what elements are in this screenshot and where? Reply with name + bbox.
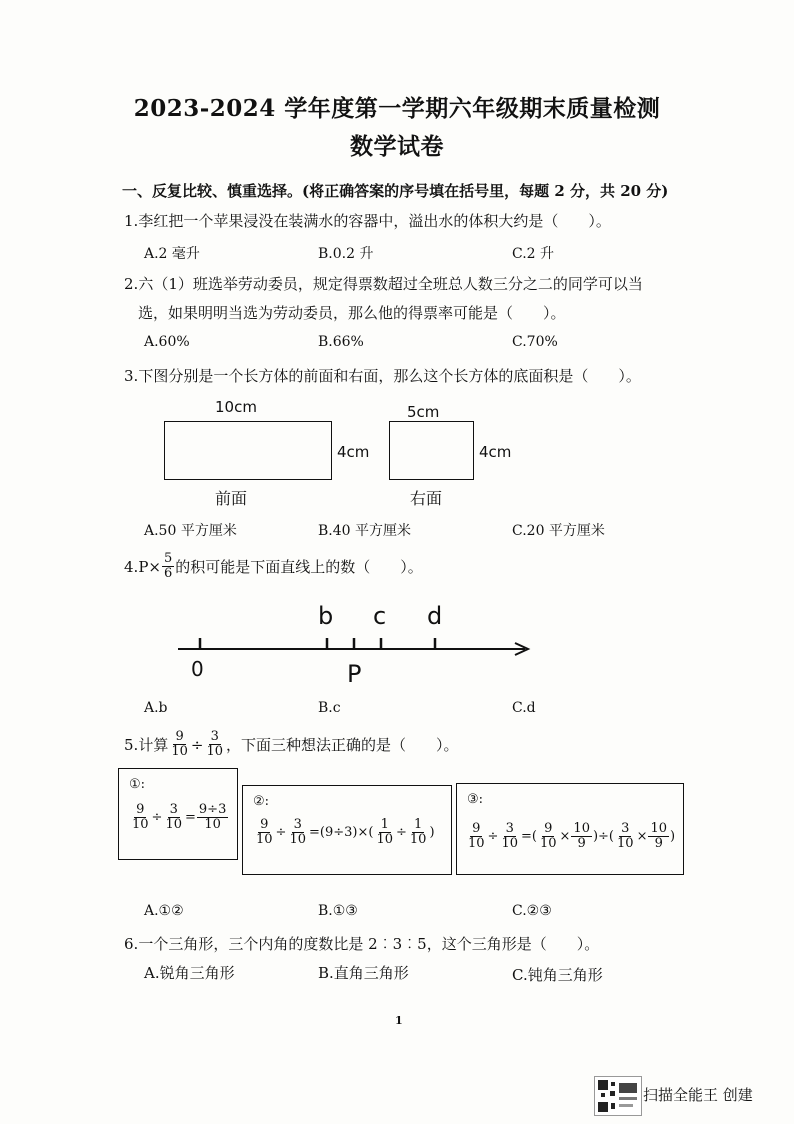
option-b: B.66% [318, 334, 364, 350]
option-a: A.b [144, 700, 168, 716]
division-sign: ÷ [190, 735, 204, 754]
question-text: 李红把一个苹果浸没在装满水的容器中，溢出水的体积大约是（ ）。 [138, 212, 611, 230]
fraction-three-tenths: $\frac{3}{10}$ [206, 729, 223, 760]
question-prefix: 计算 [138, 736, 169, 755]
method-box-2 [242, 785, 452, 875]
option-c: C.20 平方厘米 [512, 523, 605, 539]
question-number: 4. [124, 557, 139, 576]
option-c: C.d [512, 700, 536, 716]
question-5 [124, 730, 459, 760]
front-face-rectangle [164, 421, 332, 480]
option-c: C.②③ [512, 903, 552, 919]
option-c: C.70% [512, 334, 558, 350]
c-label: c [373, 602, 387, 630]
option-b: B.直角三角形 [318, 964, 409, 982]
question-text: ，下面三种想法正确的是（ ）。 [226, 736, 459, 755]
method-2-label: ②: [253, 794, 270, 809]
option-b: B.c [318, 700, 341, 716]
section-heading: 一、反复比较、慎重选择。(将正确答案的序号填在括号里，每题 2 分，共 20 分) [122, 182, 669, 200]
zero-label: 0 [191, 657, 204, 681]
question-3 [124, 365, 641, 386]
question-number: 5. [124, 735, 139, 754]
front-width-label: 10cm [215, 398, 257, 416]
option-c: C.2 升 [512, 246, 555, 262]
camscanner-logo-icon [594, 1076, 642, 1116]
method-box-3 [456, 783, 684, 875]
fraction-five-sixths: $\frac{5}{6}$ [163, 551, 173, 582]
method-2-expression: $\frac{9}{10}$ ÷ $\frac{3}{10}$ =(9÷3)×( $\frac{1}{10}$ ÷ $\frac{1}{10}$ ) [256, 817, 435, 848]
option-a: A.①② [144, 903, 184, 919]
fraction-nine-tenths: $\frac{9}{10}$ [171, 729, 188, 760]
b-label: b [318, 602, 334, 630]
question-number: 3. [124, 367, 139, 385]
p-label: P [347, 660, 362, 688]
question-1 [124, 210, 611, 231]
question-number: 1. [124, 212, 139, 230]
option-a: A.2 毫升 [144, 246, 200, 262]
exam-title: 2023-2024 学年度第一学期六年级期末质量检测 [133, 95, 661, 122]
question-2-line-2: 选，如果明明当选为劳动委员，那么他的得票率可能是（ ）。 [138, 304, 566, 322]
question-text: 的积可能是下面直线上的数（ ）。 [175, 558, 423, 577]
question-6 [124, 933, 599, 954]
method-box-1 [118, 768, 238, 860]
question-text: 下图分别是一个长方体的前面和右面，那么这个长方体的底面积是（ ）。 [138, 367, 641, 385]
d-label: d [427, 602, 443, 630]
method-3-expression: $\frac{9}{10}$ ÷ $\frac{3}{10}$ =( $\frac{9}{10}$ × $\frac{10}{9}$ )÷( $\frac{3}{10}$ × $\frac{10}{9}$ ) [468, 821, 676, 852]
right-face-label: 右面 [410, 489, 443, 508]
question-number: 2. [124, 275, 139, 293]
question-text: 六（1）班选举劳动委员，规定得票数超过全班总人数三分之二的同学可以当 [138, 275, 643, 293]
qr-code-icon [595, 1077, 641, 1115]
page-number: 1 [395, 1014, 403, 1027]
question-text: 一个三角形，三个内角的度数比是 2︰3︰5，这个三角形是（ ）。 [138, 935, 600, 953]
question-number: 6. [124, 935, 139, 953]
watermark-text: 扫描全能王 创建 [643, 1086, 753, 1104]
exam-subtitle: 数学试卷 [350, 133, 444, 160]
option-b: B.0.2 升 [318, 246, 374, 262]
front-face-label: 前面 [215, 489, 248, 508]
question-2 [124, 273, 643, 294]
method-3-label: ③: [467, 792, 484, 807]
method-1-label: ①: [129, 777, 146, 792]
option-b: B.40 平方厘米 [318, 523, 412, 539]
question-prefix: P× [138, 557, 161, 576]
option-c: C.钝角三角形 [512, 966, 603, 984]
question-4 [124, 552, 423, 582]
option-a: A.50 平方厘米 [144, 523, 237, 539]
front-height-label: 4cm [337, 443, 370, 461]
right-width-label: 5cm [407, 403, 440, 421]
option-b: B.①③ [318, 903, 358, 919]
option-a: A.60% [144, 334, 190, 350]
option-a: A.锐角三角形 [144, 964, 235, 982]
right-face-rectangle [389, 421, 474, 480]
method-1-expression: $\frac{9}{10}$ ÷ $\frac{3}{10}$ = $\frac{9\div 3}{10}$ [132, 802, 227, 833]
right-height-label: 4cm [479, 443, 512, 461]
